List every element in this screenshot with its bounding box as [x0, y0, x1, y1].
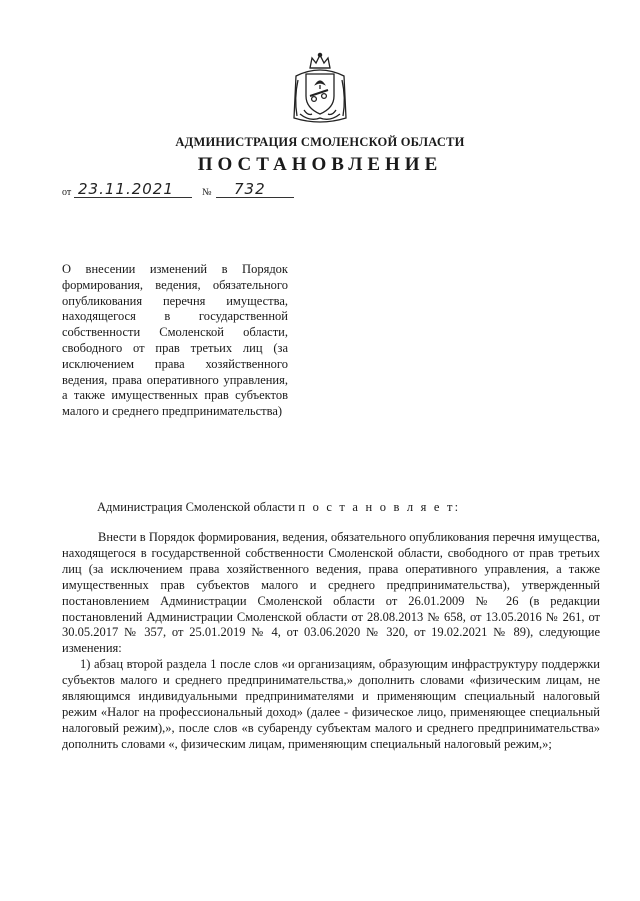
- number-value: 732: [234, 180, 266, 198]
- body-text: [62, 530, 600, 753]
- subject-block: О внесении изменений в Порядок формирования, ведения, обязательного опубликования перечня имущества, находящегося в государственной собственности Смоленской области, свободного от прав третьих лиц (за исключением права хозяйственного ведения, права оперативного управления, а также имущественных прав субъектов малого и среднего предпринимательства): [62, 262, 288, 419]
- number-label: №: [202, 187, 212, 198]
- paragraph-1: Внести в Порядок формирования, ведения, обязательного опубликования перечня имущества, находящегося в государственной собственности Смоленской области, свободного от прав третьих лиц (за исключением права хозяйственного ведения, права оперативного управления, а также имущественных прав субъектов малого и среднего предпринимательства), утвержденный постановлением Администрации Смоленской области от 26.01.2009 № 26 (в редакции постановлений Администрации Смоленской области от 28.08.2013 № 658, от 13.05.2016 № 261, от 30.05.2017 № 357, от 25.01.2019 № 4, от 03.06.2020 № 320, от 19.02.2021 № 89), следующие изменения:: [62, 530, 600, 656]
- coat-of-arms-icon: [288, 52, 352, 126]
- organization-title: АДМИНИСТРАЦИЯ СМОЛЕНСКОЙ ОБЛАСТИ: [175, 135, 465, 149]
- date-value: 23.11.2021: [78, 180, 174, 198]
- document-number-line: [62, 178, 302, 202]
- paragraph-2: 1) абзац второй раздела 1 после слов «и организациям, образующим инфраструктуру поддержки субъектов малого и среднего предпринимательства,» дополнить словами «физическим лицам, не являющимся индивидуальными предпринимателями и применяющим специальный налоговый режим «Налог на профессиональный доход» (далее - физическое лицо, применяющее специальный налоговый режим),», после слов «в субаренду субъектам малого и среднего предпринимательства» дополнить словами «, физическим лицам, применяющим специальный налоговый режим,»;: [62, 657, 600, 751]
- document-type: ПОСТАНОВЛЕНИЕ: [197, 154, 443, 175]
- preamble-verb: п о с т а н о в л я е т:: [298, 500, 461, 514]
- date-label: от: [62, 187, 72, 198]
- preamble: [97, 500, 460, 515]
- preamble-lead: Администрация Смоленской области: [97, 500, 296, 514]
